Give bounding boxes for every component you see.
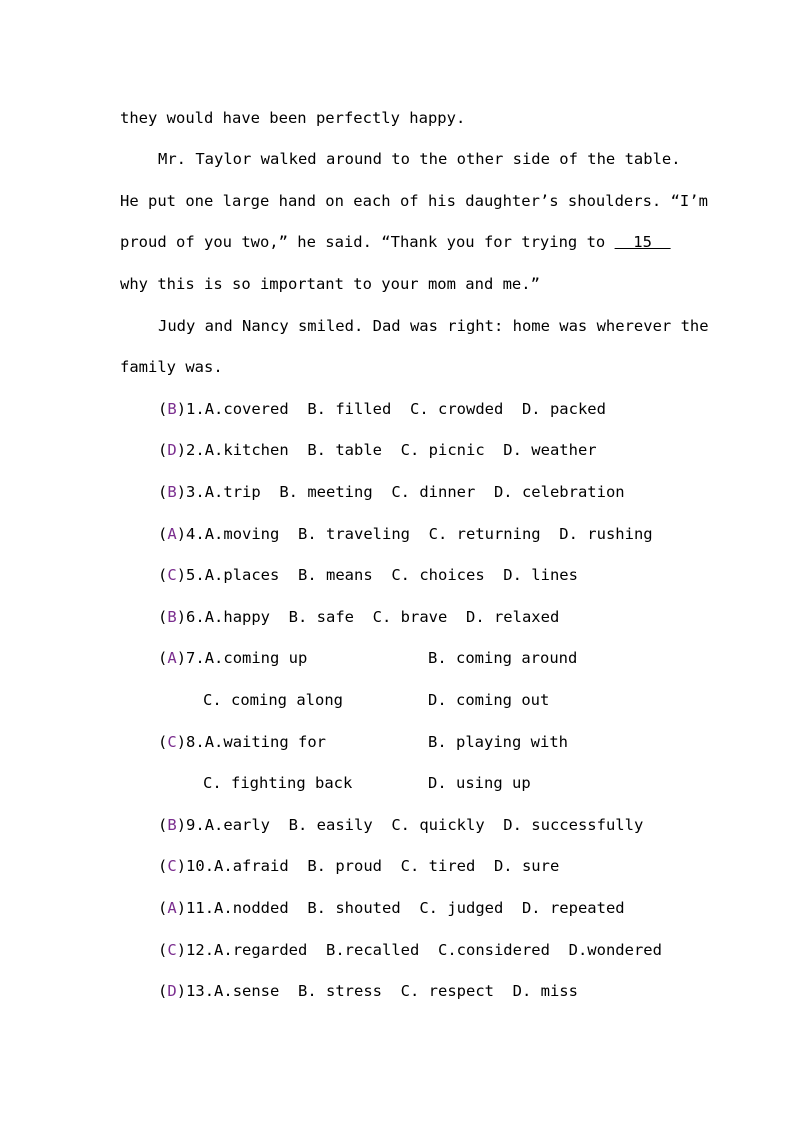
question-options: 2.A.kitchen B. table C. picnic D. weather [186, 441, 597, 459]
question-item: (C)5.A.places B. means C. choices D. lines [158, 566, 578, 584]
question-options: 10.A.afraid B. proud C. tired D. sure [186, 857, 560, 875]
answer-letter: A [167, 899, 177, 917]
passage-text: proud of you two,” he said. “Thank you for trying to [120, 233, 615, 251]
passage-line: why this is so important to your mom and me.” [120, 275, 540, 293]
option-c: C. coming along [203, 691, 343, 709]
answer-letter: B [167, 483, 177, 501]
question-item: (A)11.A.nodded B. shouted C. judged D. repeated [158, 899, 625, 917]
question-options: 5.A.places B. means C. choices D. lines [186, 566, 578, 584]
question-item: (A)7.A.coming up [158, 649, 308, 667]
question-item: (C)8.A.waiting for [158, 733, 327, 751]
question-item: (D)13.A.sense B. stress C. respect D. miss [158, 982, 578, 1000]
question-item: (B)1.A.covered B. filled C. crowded D. packed [158, 400, 606, 418]
passage-line [120, 232, 671, 252]
question-item: (B)3.A.trip B. meeting C. dinner D. celebration [158, 483, 625, 501]
question-item: (A)4.A.moving B. traveling C. returning D. rushing [158, 525, 653, 543]
option-a: 7.A.coming up [186, 649, 308, 667]
question-options: 11.A.nodded B. shouted C. judged D. repeated [186, 899, 625, 917]
answer-letter: D [167, 441, 177, 459]
question-item: (B)6.A.happy B. safe C. brave D. relaxed [158, 608, 560, 626]
answer-letter: D [167, 982, 177, 1000]
passage-line: Mr. Taylor walked around to the other side of the table. [158, 150, 681, 168]
option-c: C. fighting back [203, 774, 353, 792]
question-options: 12.A.regarded B.recalled C.considered D.wondered [186, 941, 662, 959]
option-d: D. using up [428, 774, 531, 792]
option-d: D. coming out [428, 691, 550, 709]
answer-letter: A [167, 525, 177, 543]
question-options: 1.A.covered B. filled C. crowded D. packed [186, 400, 606, 418]
question-item: (B)9.A.early B. easily C. quickly D. successfully [158, 816, 644, 834]
answer-letter: A [167, 649, 177, 667]
answer-letter: C [167, 566, 177, 584]
blank-15: 15 [614, 233, 671, 251]
answer-letter: B [167, 400, 177, 418]
passage-line: they would have been perfectly happy. [120, 109, 466, 127]
passage-line: He put one large hand on each of his daughter’s shoulders. “I’m [120, 192, 708, 210]
passage-line: family was. [120, 358, 223, 376]
passage-line: Judy and Nancy smiled. Dad was right: home was wherever the [158, 317, 709, 335]
answer-letter: C [167, 733, 177, 751]
question-options: 6.A.happy B. safe C. brave D. relaxed [186, 608, 560, 626]
question-options: 4.A.moving B. traveling C. returning D. rushing [186, 525, 653, 543]
option-b: B. coming around [428, 649, 578, 667]
question-item: (C)12.A.regarded B.recalled C.considered D.wondered [158, 941, 662, 959]
answer-letter: C [167, 857, 177, 875]
question-item: (D)2.A.kitchen B. table C. picnic D. weather [158, 441, 597, 459]
question-options: 3.A.trip B. meeting C. dinner D. celebration [186, 483, 625, 501]
question-options: 13.A.sense B. stress C. respect D. miss [186, 982, 578, 1000]
question-item: (C)10.A.afraid B. proud C. tired D. sure [158, 857, 560, 875]
option-a: 8.A.waiting for [186, 733, 327, 751]
answer-letter: B [167, 608, 177, 626]
question-options: 9.A.early B. easily C. quickly D. successfully [186, 816, 644, 834]
answer-letter: B [167, 816, 177, 834]
option-b: B. playing with [428, 733, 568, 751]
answer-letter: C [167, 941, 177, 959]
